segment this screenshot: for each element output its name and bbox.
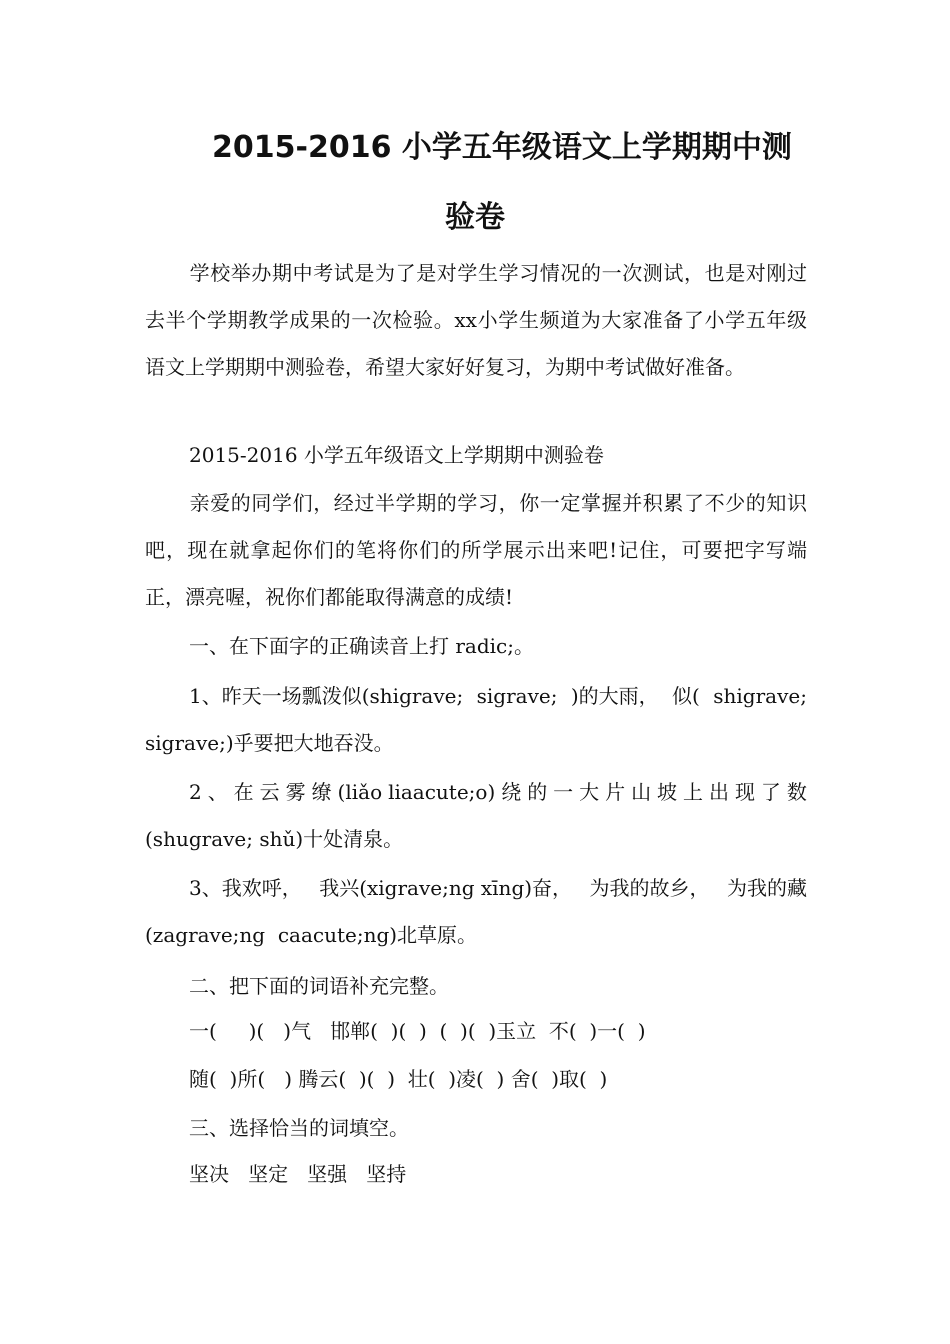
question-2-part: 坡 (657, 780, 678, 804)
word-choices: 坚决 坚定 坚强 坚持 (189, 1162, 407, 1186)
question-2-line2-text: (shugrave; shǔ)十处清泉。 (145, 827, 404, 851)
section2-heading: 二、把下面的词语补充完整。 (189, 974, 449, 998)
question-2-part: 片 (605, 780, 626, 804)
question-1-line1 (145, 673, 807, 720)
question-2-part: 出 (708, 780, 729, 804)
question-3-line1 (145, 865, 807, 912)
question-2-part: 了 (760, 780, 781, 804)
intro-text: 学校举办期中考试是为了是对学生学习情况的一次测试，也是对刚过去半个学期教学成果的一次检验。xx小学生频道为大家准备了小学五年级语文上学期期中测验卷，希望大家好好复习，为期中考试做好准备。 (145, 261, 807, 379)
question-1-part: sigrave; (476, 684, 558, 708)
question-2-part: 上 (683, 780, 704, 804)
question-2-part: 现 (734, 780, 755, 804)
words-line-1: 一( )( )气 邯郸( )( ) ( )( )玉立 不( )一( ) (189, 1019, 646, 1043)
question-2-part: 的 (527, 780, 548, 804)
question-2-line1 (145, 769, 807, 816)
question-3-part: 我兴(xigrave;ng xīng)奋， (319, 876, 573, 900)
question-3 (145, 865, 807, 959)
question-3-part: 为我的故乡， (589, 876, 710, 900)
question-3-line2 (145, 912, 807, 959)
question-2-part: 绕 (501, 780, 522, 804)
question-2-part: 一 (553, 780, 574, 804)
question-1-part: 1、昨天一场瓢泼似(shigrave; (189, 684, 464, 708)
question-2-part: liaacute;o) (388, 780, 496, 804)
question-2-part: 云 (259, 780, 280, 804)
greeting-paragraph (145, 480, 807, 621)
question-2-part: 雾 (285, 780, 306, 804)
question-2-part: 、 (207, 780, 228, 804)
question-3-part: 为我的藏 (726, 876, 807, 900)
subtitle: 2015-2016 小学五年级语文上学期期中测验卷 (189, 443, 604, 467)
question-2-part: 大 (579, 780, 600, 804)
intro-paragraph (145, 250, 807, 391)
question-2 (145, 769, 807, 863)
question-1-part: shigrave; (713, 684, 807, 708)
document-title-line1: 2015-2016 小学五年级语文上学期期中测 (212, 130, 792, 165)
question-1-part: )的大雨， (570, 684, 659, 708)
question-2-line2 (145, 816, 807, 863)
question-2-part: 2 (189, 780, 202, 804)
question-1-line2-text: sigrave;)乎要把大地吞没。 (145, 731, 394, 755)
greeting-text: 亲爱的同学们，经过半学期的学习，你一定掌握并积累了不少的知识吧，现在就拿起你们的笔将你们的所学展示出来吧!记住，可要把字写端正，漂亮喔，祝你们都能取得满意的成绩! (145, 491, 807, 609)
question-2-part: 数 (786, 780, 807, 804)
question-2-part: 在 (233, 780, 254, 804)
question-2-part: 山 (631, 780, 652, 804)
words-line-2: 随( )所( ) 腾云( )( ) 壮( )凌( ) 舍( )取( ) (189, 1067, 608, 1091)
question-1-part: 似( (672, 684, 700, 708)
question-1 (145, 673, 807, 767)
question-1-line2 (145, 720, 807, 767)
question-3-line2-text: (zagrave;ng caacute;ng)北草原。 (145, 923, 478, 947)
document-title-line2: 验卷 (445, 200, 505, 235)
question-2-part: 缭 (311, 780, 332, 804)
question-3-part: 3、我欢呼， (189, 876, 302, 900)
question-2-part: (liǎo (337, 780, 383, 804)
section1-heading: 一、在下面字的正确读音上打 radic;。 (189, 634, 534, 658)
section3-heading: 三、选择恰当的词填空。 (189, 1116, 409, 1140)
